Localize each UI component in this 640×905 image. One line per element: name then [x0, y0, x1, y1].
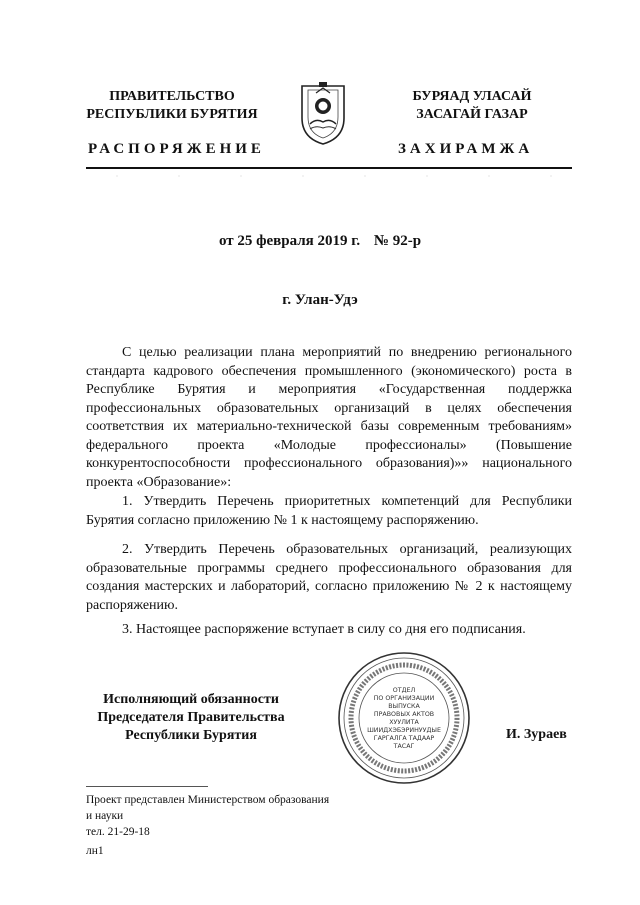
header-left: [52, 88, 292, 124]
svg-text:ШИИДХЭБЭРИНУУДЫЕ: ШИИДХЭБЭРИНУУДЫЕ: [367, 727, 441, 734]
document-date: от 25 февраля 2019 г.: [218, 233, 361, 249]
header-right-line2: ЗАСАГАЙ ГАЗАР: [416, 107, 528, 122]
doc-type-right: ЗАХИРАМЖА: [398, 141, 534, 157]
coat-of-arms-icon: [296, 80, 350, 146]
document-city: г. Улан-Удэ: [282, 292, 358, 308]
document-number: № 92-р: [373, 233, 422, 249]
svg-text:ГАРГАЛГА ТАДААР: ГАРГАЛГА ТАДААР: [373, 735, 435, 742]
signer-title: [78, 691, 304, 745]
signer-title-line3: Республики Бурятия: [125, 728, 257, 743]
footer-note: [86, 792, 329, 840]
signer-title-line2: Председателя Правительства: [97, 710, 285, 725]
doc-type-left: РАСПОРЯЖЕНИЕ: [88, 141, 265, 157]
paragraph-item-2: 2. Утвердить Перечень образовательных организаций, реализующих образовательные программы среднего профессионального образования для создания мастерских и лабораторий, согласно приложению № 2 к настоящему распоряжению.: [86, 542, 572, 613]
svg-text:ТАСАГ: ТАСАГ: [393, 743, 415, 750]
header-divider: [86, 167, 572, 169]
date-number-line: [0, 233, 640, 250]
footer-line1: Проект представлен Министерством образования: [86, 794, 330, 806]
svg-text:ХУУЛИТА: ХУУЛИТА: [389, 719, 419, 726]
header-right: [352, 88, 592, 124]
paragraph-item-3: 3. Настоящее распоряжение вступает в силу со дня его подписания.: [122, 622, 526, 637]
svg-text:ПО ОРГАНИЗАЦИИ: ПО ОРГАНИЗАЦИИ: [373, 695, 435, 702]
header-left-line1: ПРАВИТЕЛЬСТВО: [109, 89, 235, 104]
svg-text:ВЫПУСКА: ВЫПУСКА: [388, 703, 420, 710]
svg-text:ОТДЕЛ: ОТДЕЛ: [392, 687, 416, 694]
svg-text:ПРАВОВЫХ АКТОВ: ПРАВОВЫХ АКТОВ: [373, 711, 435, 718]
footer-divider: [86, 786, 208, 787]
signer-name: И. Зураев: [506, 727, 567, 742]
official-seal-icon: [336, 650, 472, 786]
paragraph-preamble: С целью реализации плана мероприятий по внедрению регионального стандарта кадрового обеспечения промышленного (экономического) роста в Республике Бурятия и мероприятия «Государственная поддержка профессиональных образовательных организаций в целях обеспечения соответствия их материально-технической базы современным требованиям» федерального проекта «Молодые профессионалы» (Повышение конкурентоспособности профессионального образования)»» национального проекта «Образование»:: [86, 345, 572, 490]
header-left-line2: РЕСПУБЛИКИ БУРЯТИЯ: [86, 107, 258, 122]
footer-line2: и науки: [86, 810, 124, 822]
paragraph-item-1: 1. Утвердить Перечень приоритетных компетенций для Республики Бурятия согласно приложению № 1 к настоящему распоряжению.: [86, 494, 572, 528]
dotted-divider: [86, 174, 572, 178]
document-code: лн1: [86, 845, 104, 857]
signer-title-line1: Исполняющий обязанности: [103, 692, 279, 707]
footer-phone: тел. 21-29-18: [86, 826, 150, 838]
header-right-line1: БУРЯАД УЛАСАЙ: [412, 89, 532, 104]
